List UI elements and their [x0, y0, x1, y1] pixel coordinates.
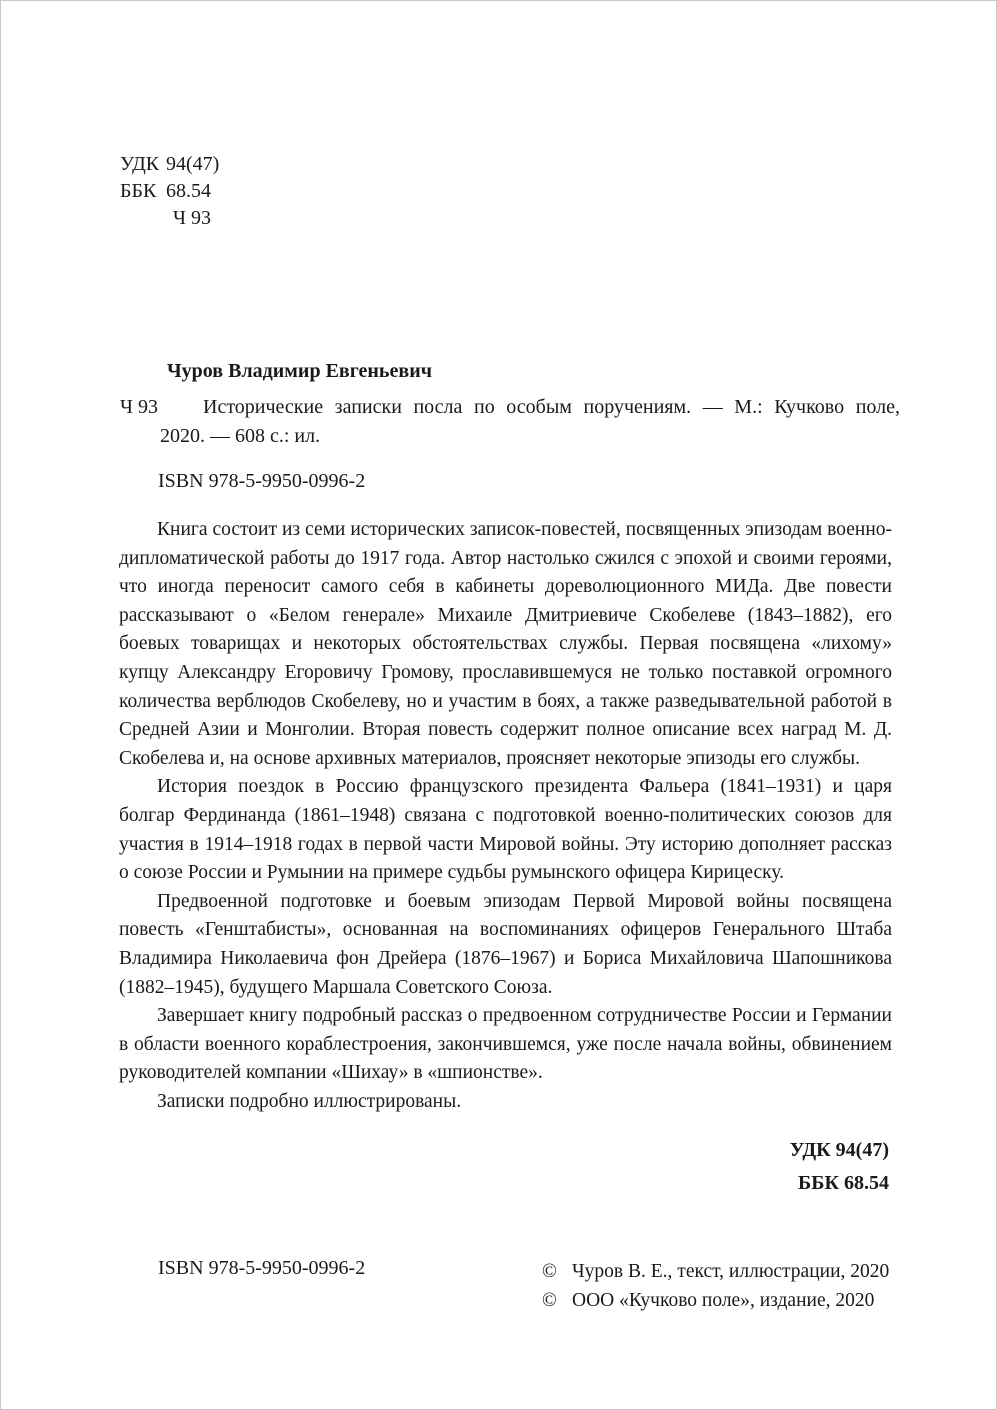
author-name: Чуров Владимир Евгеньевич: [167, 360, 432, 382]
annotation-paragraph: Завершает книгу подробный рассказ о предвоенном сотрудничестве России и Германии в области военного кораблестроения, закончившемся, уже после начала войны, обвинением руководителей компании «Шихау» в «шпионстве».: [119, 1005, 892, 1084]
bbk-value: 68.54: [166, 180, 211, 202]
bbk-label: ББК: [120, 180, 157, 202]
biblio-code: Ч 93: [120, 396, 158, 418]
annotation-paragraph: История поездок в Россию французского президента Фальера (1841–1931) и царя болгар Фердинанда (1861–1948) связана с подготовкой военно-политических союзов для участия в 1914–1918 годах в первой части Мировой войны. Эту историю дополняет рассказ о союзе России и Румынии на примере судьбы румынского офицера Кирицеску.: [119, 776, 892, 884]
bibliographic-record: [120, 393, 900, 451]
copyright-icon: ©: [542, 1261, 557, 1282]
biblio-line-2: 2020. — 608 с.: ил.: [160, 425, 321, 447]
copyright-row: [542, 1286, 889, 1315]
udk-row: [120, 151, 219, 178]
copyright-text: Чуров В. Е., текст, иллюстрации, 2020: [572, 1261, 890, 1282]
copyright-block: [542, 1257, 889, 1315]
isbn-top: ISBN 978-5-9950-0996-2: [158, 470, 366, 492]
annotation-paragraph: Записки подробно иллюстрированы.: [157, 1090, 462, 1112]
annotation-paragraph: Предвоенной подготовке и боевым эпизодам Первой Мировой войны посвящена повесть «Генштабисты», основанная на воспоминаниях офицеров Генерального Штаба Владимира Николаевича фон Дрейера (1876–1967) и Бориса Михайловича Шапошникова (1882–1945), будущего Маршала Советского Союза.: [119, 890, 892, 998]
isbn-bottom: ISBN 978-5-9950-0996-2: [158, 1257, 366, 1279]
annotation-paragraph: Книга состоит из семи исторических записок-повестей, посвященных эпизодам военно-дипломатической работы до 1917 года. Автор настолько сжился с эпохой и своими героями, что иногда переносит самого себя в кабинеты дореволюционного МИДа. Две повести рассказывают о «Белом генерале» Михаиле Дмитриевиче Скобелеве (1843–1882), его боевых товарищах и некоторых обстоятельствах службы. Первая посвящена «лихому» купцу Александру Егоровичу Громову, прославившемуся не только поставкой огромного количества верблюдов Скобелеву, но и участим в боях, а также разведывательной работой в Средней Азии и Монголии. Вторая повесть содержит полное описание всех наград М. Д. Скобелева и, на основе архивных материалов, проясняет некоторые эпизоды его службы.: [119, 519, 892, 769]
author-sign: Ч 93: [173, 207, 211, 229]
bbk-row: [120, 178, 219, 205]
bottom-udk: УДК 94(47): [789, 1139, 889, 1161]
annotation: [119, 516, 892, 1116]
udk-label: УДК: [120, 153, 160, 175]
copyright-icon: ©: [542, 1290, 557, 1311]
classification-codes: [120, 151, 219, 232]
copyright-text: ООО «Кучково поле», издание, 2020: [572, 1290, 875, 1311]
bottom-classification: [790, 1134, 889, 1200]
udk-value: 94(47): [166, 153, 220, 175]
copyright-row: [542, 1257, 889, 1286]
bottom-bbk: ББК 68.54: [798, 1172, 889, 1194]
biblio-line-1: Исторические записки посла по особым поручениям. — М.: Кучково поле,: [203, 396, 900, 418]
